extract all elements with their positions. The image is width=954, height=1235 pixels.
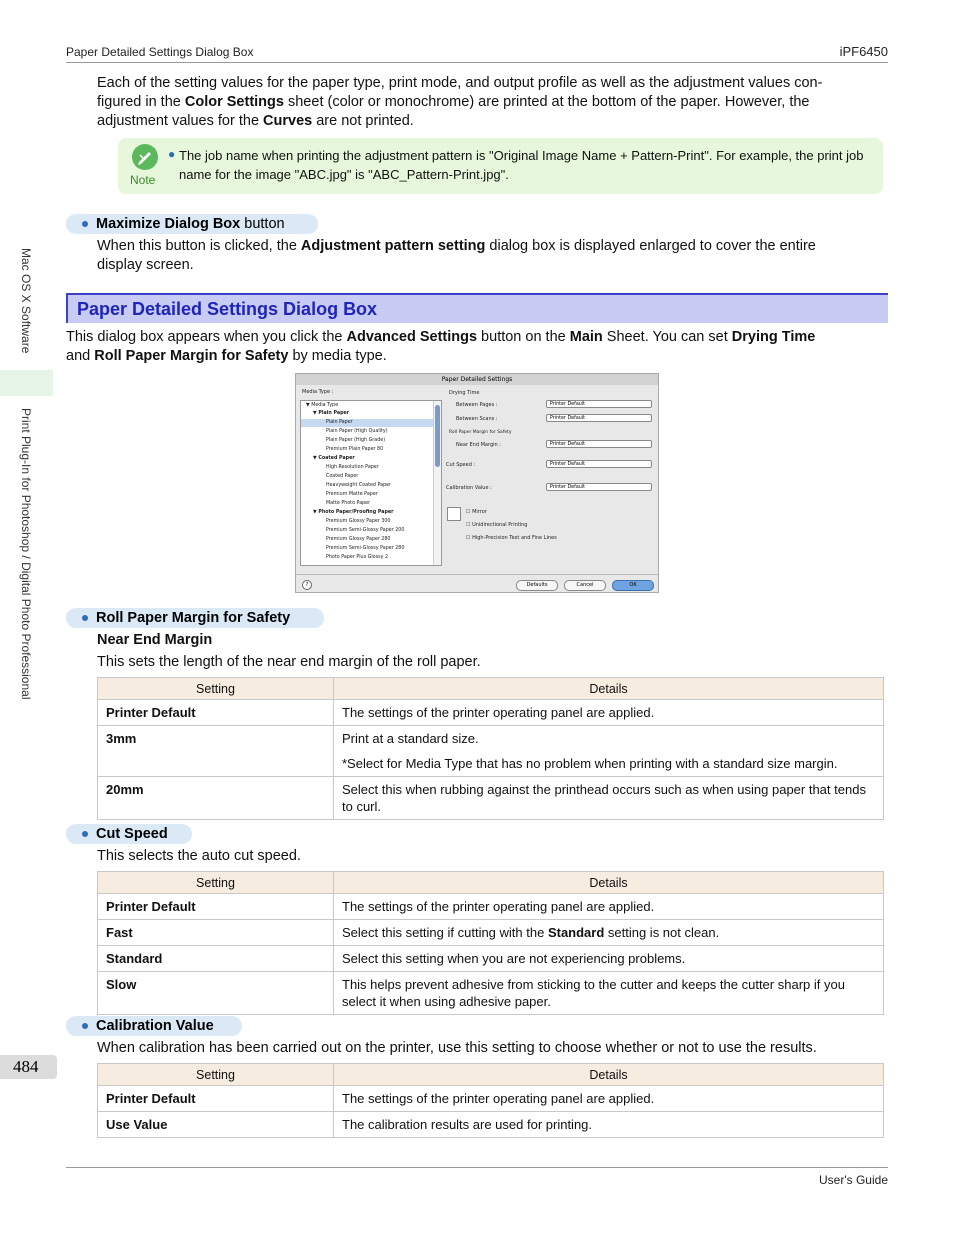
calibration-pill: Calibration Value	[66, 1016, 242, 1036]
page-number: 484	[13, 1057, 39, 1076]
column-header: Setting	[98, 872, 334, 894]
column-header: Details	[334, 678, 884, 700]
between-pages-select[interactable]: Printer Default	[546, 400, 652, 408]
table-row: Fast Select this setting if cutting with the Standard setting is not clean.	[98, 920, 884, 946]
near-end-description: This sets the length of the near end margin of the roll paper.	[97, 654, 481, 670]
note-pencil-icon	[132, 144, 158, 170]
ok-button[interactable]: OK	[612, 580, 654, 591]
tree-item[interactable]: High Resolution Paper	[326, 465, 379, 470]
sidebar-active-marker	[0, 370, 53, 396]
mirror-checkbox[interactable]: ☐ Mirror	[466, 509, 487, 515]
table-row: Standard Select this setting when you are not experiencing problems.	[98, 946, 884, 972]
table-row: Printer Default The settings of the printer operating panel are applied.	[98, 700, 884, 726]
cut-speed-description: This selects the auto cut speed.	[97, 848, 301, 864]
between-scans-select[interactable]: Printer Default	[546, 414, 652, 422]
calibration-description: When calibration has been carried out on the printer, use this setting to choose whether or not to use the results.	[97, 1040, 817, 1056]
dialog-title: Paper Detailed Settings	[296, 374, 658, 385]
bullet-icon	[82, 831, 88, 837]
cut-speed-table	[97, 871, 884, 1015]
table-row: 3mm Print at a standard size. *Select for Media Type that has no problem when printing with a standard size margin.	[98, 726, 884, 777]
maximize-description: When this button is clicked, the Adjustment pattern setting dialog box is displayed enlarged to cover the entire display screen.	[97, 238, 816, 273]
note-text: The job name when printing the adjustment pattern is "Original Image Name + Pattern-Print". For example, the print job name for the image "ABC.jpg" is "ABC_Pattern-Print.jpg".	[179, 148, 864, 182]
tree-scrollbar[interactable]	[433, 401, 441, 565]
cut-speed-label: Cut Speed :	[446, 462, 476, 468]
tree-item[interactable]: ▼ Coated Paper	[313, 456, 355, 461]
column-header: Details	[334, 872, 884, 894]
bullet-icon	[82, 221, 88, 227]
calibration-select[interactable]: Printer Default	[546, 483, 652, 491]
near-end-select[interactable]: Printer Default	[546, 440, 652, 448]
section-heading: Paper Detailed Settings Dialog Box	[66, 293, 888, 323]
near-end-label: Near End Margin :	[456, 442, 501, 448]
column-header: Setting	[98, 1064, 334, 1086]
between-scans-label: Between Scans :	[456, 416, 498, 422]
tree-item[interactable]: Premium Glossy Paper 280	[326, 537, 391, 542]
tree-item[interactable]: Coated Paper	[326, 474, 359, 479]
maximize-pill: Maximize Dialog Box button	[66, 214, 318, 234]
media-type-tree[interactable]	[300, 400, 442, 566]
unidirectional-checkbox[interactable]: ☐ Unidirectional Printing	[466, 522, 528, 528]
table-header-row	[98, 872, 884, 894]
media-type-label: Media Type :	[302, 389, 334, 395]
bullet-icon	[82, 615, 88, 621]
note-box	[118, 138, 883, 194]
tree-item[interactable]: Premium Semi-Glossy Paper 200	[326, 528, 405, 533]
cancel-button[interactable]: Cancel	[564, 580, 606, 591]
tree-scroll-thumb[interactable]	[435, 405, 440, 467]
table-row: Slow This helps prevent adhesive from sticking to the cutter and keeps the cutter sharp if you select it when using adhesive paper.	[98, 972, 884, 1015]
tree-item[interactable]: Heavyweight Coated Paper	[326, 483, 392, 488]
table-header-row	[98, 678, 884, 700]
sidebar-tab-macos[interactable]: Mac OS X Software	[19, 248, 33, 354]
tree-item[interactable]: ▼ Media Type	[306, 403, 339, 408]
help-icon[interactable]: ?	[302, 580, 312, 590]
dialog-divider	[296, 574, 658, 575]
table-header-row	[98, 1064, 884, 1086]
tree-item[interactable]: Premium Plain Paper 80	[326, 447, 384, 452]
tree-item[interactable]: Premium Glossy Paper 300	[326, 519, 391, 524]
tree-item[interactable]: Plain Paper	[326, 420, 353, 425]
tree-item[interactable]: ▼ Photo Paper/Proofing Paper	[313, 510, 394, 515]
table-row: 20mm Select this when rubbing against the printhead occurs such as when using paper that tends to curl.	[98, 777, 884, 820]
table-row: Printer Default The settings of the printer operating panel are applied.	[98, 894, 884, 920]
cut-speed-select[interactable]: Printer Default	[546, 460, 652, 468]
intro-paragraph: Each of the setting values for the paper type, print mode, and output profile as well as the adjustment values con- figured in the Color Settings sheet (color or monochrome) are printed at the bottom of the paper. However, the adjustment values for the Curves are not printed.	[97, 75, 823, 129]
tree-item[interactable]: Photo Paper Plus Glossy 2	[326, 555, 389, 560]
note-bullet-icon: ●	[168, 147, 176, 161]
high-precision-checkbox[interactable]: ☐ High-Precision Text and Fine Lines	[466, 535, 557, 541]
column-header: Details	[334, 1064, 884, 1086]
tree-item[interactable]: Premium Semi-Glossy Paper 280	[326, 546, 405, 551]
table-row: Use Value The calibration results are used for printing.	[98, 1112, 884, 1138]
sidebar-tab-plugin[interactable]: Print Plug-In for Photoshop / Digital Photo Professional	[19, 408, 33, 700]
tree-item[interactable]: Matte Photo Paper	[326, 501, 371, 506]
roll-margin-pill: Roll Paper Margin for Safety	[66, 608, 324, 628]
mirror-preview-icon	[447, 507, 461, 521]
footer-text: User's Guide	[819, 1173, 888, 1187]
roll-margin-group-label: Roll Paper Margin for Safety	[449, 430, 512, 435]
table-row: Printer Default The settings of the printer operating panel are applied.	[98, 1086, 884, 1112]
tree-item[interactable]: Premium Matte Paper	[326, 492, 378, 497]
section-intro: This dialog box appears when you click the Advanced Settings button on the Main Sheet. You can set Drying Time and Roll Paper Margin for Safety by media type.	[66, 329, 816, 364]
tree-item[interactable]: Plain Paper (High Grade)	[326, 438, 386, 443]
column-header: Setting	[98, 678, 334, 700]
header-rule	[66, 62, 888, 63]
bullet-icon	[82, 1023, 88, 1029]
dialog-screenshot	[295, 373, 659, 593]
calibration-label: Calibration Value :	[446, 485, 492, 491]
defaults-button[interactable]: Defaults	[516, 580, 558, 591]
calibration-table	[97, 1063, 884, 1138]
between-pages-label: Between Pages :	[456, 402, 498, 408]
note-label: Note	[130, 173, 156, 187]
tree-item[interactable]: ▼ Plain Paper	[313, 411, 350, 416]
near-end-heading: Near End Margin	[97, 632, 213, 648]
running-header-title: Paper Detailed Settings Dialog Box	[66, 45, 254, 59]
cut-speed-pill: Cut Speed	[66, 824, 192, 844]
tree-item[interactable]: Plain Paper (High Quality)	[326, 429, 388, 434]
footer-rule	[66, 1167, 888, 1168]
running-header-model: iPF6450	[839, 44, 888, 59]
drying-time-group-label: Drying Time	[449, 390, 480, 396]
near-end-table	[97, 677, 884, 820]
tree-selection	[301, 419, 433, 427]
